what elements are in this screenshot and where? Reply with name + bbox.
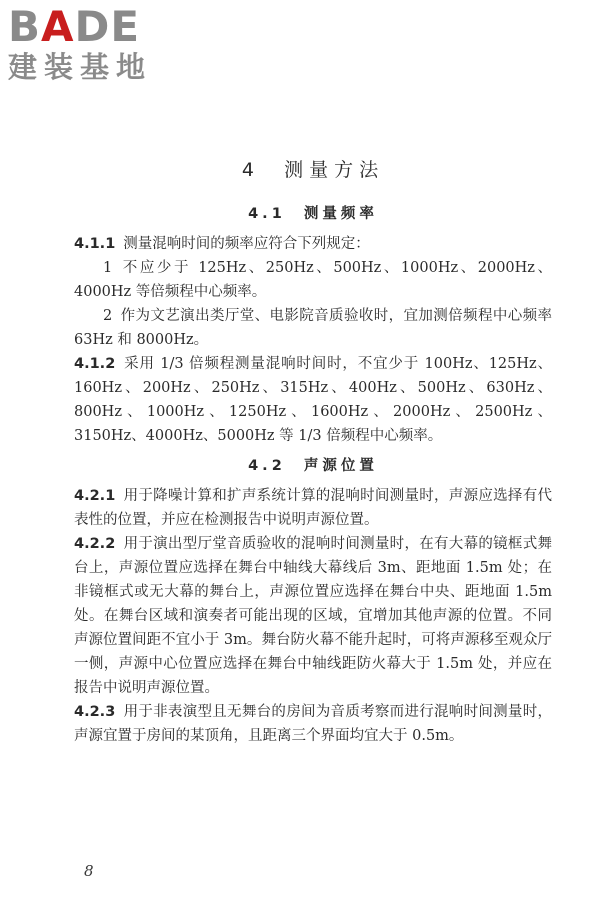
bade-logo xyxy=(8,4,178,92)
clause-4-2-2: 4.2.2 用于演出型厅堂音质验收的混响时间测量时，在有大幕的镜框式舞台上，声源位置应选择在舞台中轴线大幕线后 3m、距地面 1.5m 处；在非镜框式或无大幕的舞台上，声源位置应选择在舞台中央、距地面 1.5m 处。在舞台区域和演奏者可能出现的区域，宜增加其他声源的位置。不同声源位置间距不宜小于 3m。舞台防火幕不能升起时，可将声源移至观众厅一侧，声源中心位置应选择在舞台中轴线距防火幕大于 1.5m 处，并应在报告中说明声源位置。 xyxy=(74,536,552,696)
section-heading: 4.1 测量频率 xyxy=(248,206,378,222)
list-item: 2 作为文艺演出类厅堂、电影院音质验收时，宜加测倍频程中心频率 63Hz 和 8000Hz。 xyxy=(74,308,552,348)
clause-4-2-1: 4.2.1 用于降噪计算和扩声系统计算的混响时间测量时，声源应选择有代表性的位置，并应在检测报告中说明声源位置。 xyxy=(74,488,552,528)
page-number: 8 xyxy=(84,862,94,880)
section-heading: 4.2 声源位置 xyxy=(248,458,378,474)
clause-4-1-1: 4.1.1 测量混响时间的频率应符合下列规定： xyxy=(74,236,370,252)
page-content xyxy=(74,156,552,748)
chapter-heading: 4 测量方法 xyxy=(241,159,385,181)
logo-wordmark: BADE xyxy=(8,2,141,51)
clause-4-2-3: 4.2.3 用于非表演型且无舞台的房间为音质考察而进行混响时间测量时，声源宜置于房间的某顶角，且距离三个界面均宜大于 0.5m。 xyxy=(74,704,552,744)
clause-4-1-2: 4.1.2 采用 1/3 倍频程测量混响时间时，不宜少于 100Hz、125Hz、160Hz、200Hz、250Hz、315Hz、400Hz、500Hz、630Hz、800Hz、1000Hz、1250Hz、1600Hz、2000Hz、2500Hz、3150Hz、4000Hz、5000Hz 等 1/3 倍频程中心频率。 xyxy=(74,356,552,444)
list-item: 1 不应少于 125Hz、250Hz、500Hz、1000Hz、2000Hz、4000Hz 等倍频程中心频率。 xyxy=(74,260,552,300)
logo-subtitle: 建装基地 xyxy=(8,50,153,84)
